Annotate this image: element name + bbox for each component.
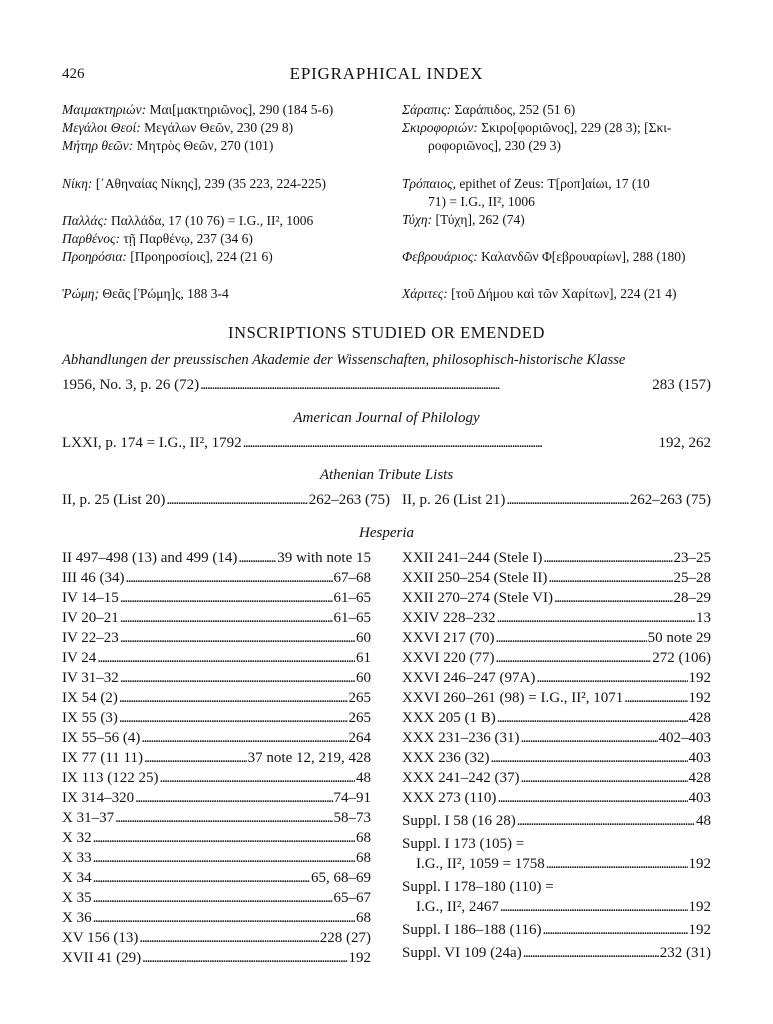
greek-entry: Ῥώμη; Θεᾶς [Ῥώμη]ς, 188 3-4 [62, 286, 229, 301]
journal-title-ajp: American Journal of Philology [293, 410, 480, 426]
index-entry: IV 31–32 . . . 60 [62, 668, 371, 688]
hesperia-left-column [62, 548, 371, 968]
journal-title-abhandlungen: Abhandlungen der preussischen Akademie der Wissenschaften, philosophisch-historische Klasse [62, 352, 626, 368]
index-entry: X 34 . . . 65, 68–69 [62, 868, 371, 888]
index-entry: XXII 250–254 (Stele II) . . . 25–28 [402, 568, 711, 588]
index-entry: IX 55–56 (4) . . . 264 [62, 728, 371, 748]
index-entry: 1956, No. 3, p. 26 (72) . . . 283 (157) [62, 375, 711, 395]
greek-entry: Σκιροφοριών: Σκιρο[φοριῶνος], 229 (28 3); [Σκι- [402, 120, 672, 135]
index-entry: XXVI 217 (70) . . . 50 note 29 [402, 628, 711, 648]
index-entry: IX 113 (122 25) . . . 48 [62, 768, 371, 788]
index-entry: XXII 270–274 (Stele VI) . . . 28–29 [402, 588, 711, 608]
index-entry-head: Suppl. I 173 (105) = [402, 836, 525, 852]
index-entry: XVII 41 (29) . . . 192 [62, 948, 371, 968]
greek-entry: Παλλάς: Παλλάδα, 17 (10 76) = I.G., II², 1006 [62, 213, 314, 228]
greek-entry: Μεγάλοι Θεοί: Μεγάλων Θεῶν, 230 (29 8) [62, 120, 294, 135]
greek-entry: Νίκη: [᾿Αθηναίας Νίκης], 239 (35 223, 224-225) [62, 176, 327, 191]
index-entry-head: Suppl. I 178–180 (110) = [402, 879, 554, 895]
greek-entry: Φεβρουάριος: Καλανδῶν Φ[εβρουαρίων], 288 (180) [402, 249, 686, 264]
index-entry: XXX 241–242 (37) . . . 428 [402, 768, 711, 788]
greek-entry: Χάριτες: [τοῦ Δήμου καὶ τῶν Χαρίτων], 224 (21 4) [402, 286, 677, 301]
greek-entry: Παρθένος: τῇ Παρθένῳ, 237 (34 6) [62, 231, 253, 246]
index-entry: XXX 273 (110) . . . 403 [402, 788, 711, 808]
index-entry: III 46 (34) . . . 67–68 [62, 568, 371, 588]
index-entry: IX 77 (11 11) . . . 37 note 12, 219, 428 [62, 748, 371, 768]
index-entry: X 35 . . . 65–67 [62, 888, 371, 908]
journal-title-atl: Athenian Tribute Lists [319, 467, 454, 483]
running-title: EPIGRAPHICAL INDEX [289, 64, 484, 83]
greek-entry: Τύχη: [Τύχη], 262 (74) [402, 212, 525, 227]
index-entry: XXIV 228–232 . . . 13 [402, 608, 711, 628]
page-number: 426 [62, 66, 85, 82]
index-entry: Suppl. I 186–188 (116) . . . 192 [402, 920, 711, 940]
greek-entry: Τρόπαιος, epithet of Zeus: Τ[ροπ]αίωι, 17 (10 [402, 176, 650, 191]
index-entry: X 36 . . . 68 [62, 908, 371, 928]
index-entry-continuation: I.G., II², 2467 . . . 192 [402, 897, 711, 917]
index-entry: X 32 . . . 68 [62, 828, 371, 848]
journal-title-hesperia: Hesperia [359, 525, 414, 541]
greek-entry: Μαιμακτηριών: Μαι[μακτηριῶνος], 290 (184 5-6) [62, 102, 334, 117]
index-entry: II, p. 26 (List 21) . . . 262–263 (75) [402, 490, 711, 510]
index-entry: II 497–498 (13) and 499 (14) . . . 39 with note 15 [62, 548, 371, 568]
index-entry: Suppl. VI 109 (24a) . . . 232 (31) [402, 943, 711, 963]
greek-entry: Μήτηρ θεῶν: Μητρὸς Θεῶν, 270 (101) [62, 138, 274, 153]
index-entry: XXVI 220 (77) . . . 272 (106) [402, 648, 711, 668]
index-entry: IX 55 (3) . . . 265 [62, 708, 371, 728]
index-entry: XXX 231–236 (31) . . . 402–403 [402, 728, 711, 748]
index-entry: XV 156 (13) . . . 228 (27) [62, 928, 371, 948]
greek-entry-continuation: 71) = I.G., II², 1006 [428, 194, 535, 209]
index-entry: XXII 241–244 (Stele I) . . . 23–25 [402, 548, 711, 568]
greek-entry: Σάραπις: Σαράπιδος, 252 (51 6) [402, 102, 576, 117]
greek-entry-continuation: ροφοριῶνος], 230 (29 3) [428, 138, 561, 153]
index-entry: X 31–37 . . . 58–73 [62, 808, 371, 828]
greek-entry: Προηρόσια: [Προηροσίοις], 224 (21 6) [62, 249, 273, 264]
index-entry: IV 24 . . . 61 [62, 648, 371, 668]
index-entry: LXXI, p. 174 = I.G., II², 1792 . . . 192, 262 [62, 433, 711, 453]
index-entry: X 33 . . . 68 [62, 848, 371, 868]
index-entry-continuation: I.G., II², 1059 = 1758 . . . 192 [402, 854, 711, 874]
index-entry: IV 20–21 . . . 61–65 [62, 608, 371, 628]
index-entry: IV 22–23 . . . 60 [62, 628, 371, 648]
index-entry: IV 14–15 . . . 61–65 [62, 588, 371, 608]
index-entry: IX 54 (2) . . . 265 [62, 688, 371, 708]
index-entry: XXX 236 (32) . . . 403 [402, 748, 711, 768]
index-entry: XXVI 260–261 (98) = I.G., II², 1071 . . . 192 [402, 688, 711, 708]
section-title: INSCRIPTIONS STUDIED OR EMENDED [228, 323, 545, 342]
index-entry: IX 314–320 . . . 74–91 [62, 788, 371, 808]
index-entry: II, p. 25 (List 20) . . . 262–263 (75) [62, 490, 390, 510]
hesperia-right-column [402, 548, 711, 963]
index-entry: XXVI 246–247 (97A) . . . 192 [402, 668, 711, 688]
index-entry: Suppl. I 58 (16 28) . . . 48 [402, 811, 711, 831]
index-entry: XXX 205 (1 B) . . . 428 [402, 708, 711, 728]
